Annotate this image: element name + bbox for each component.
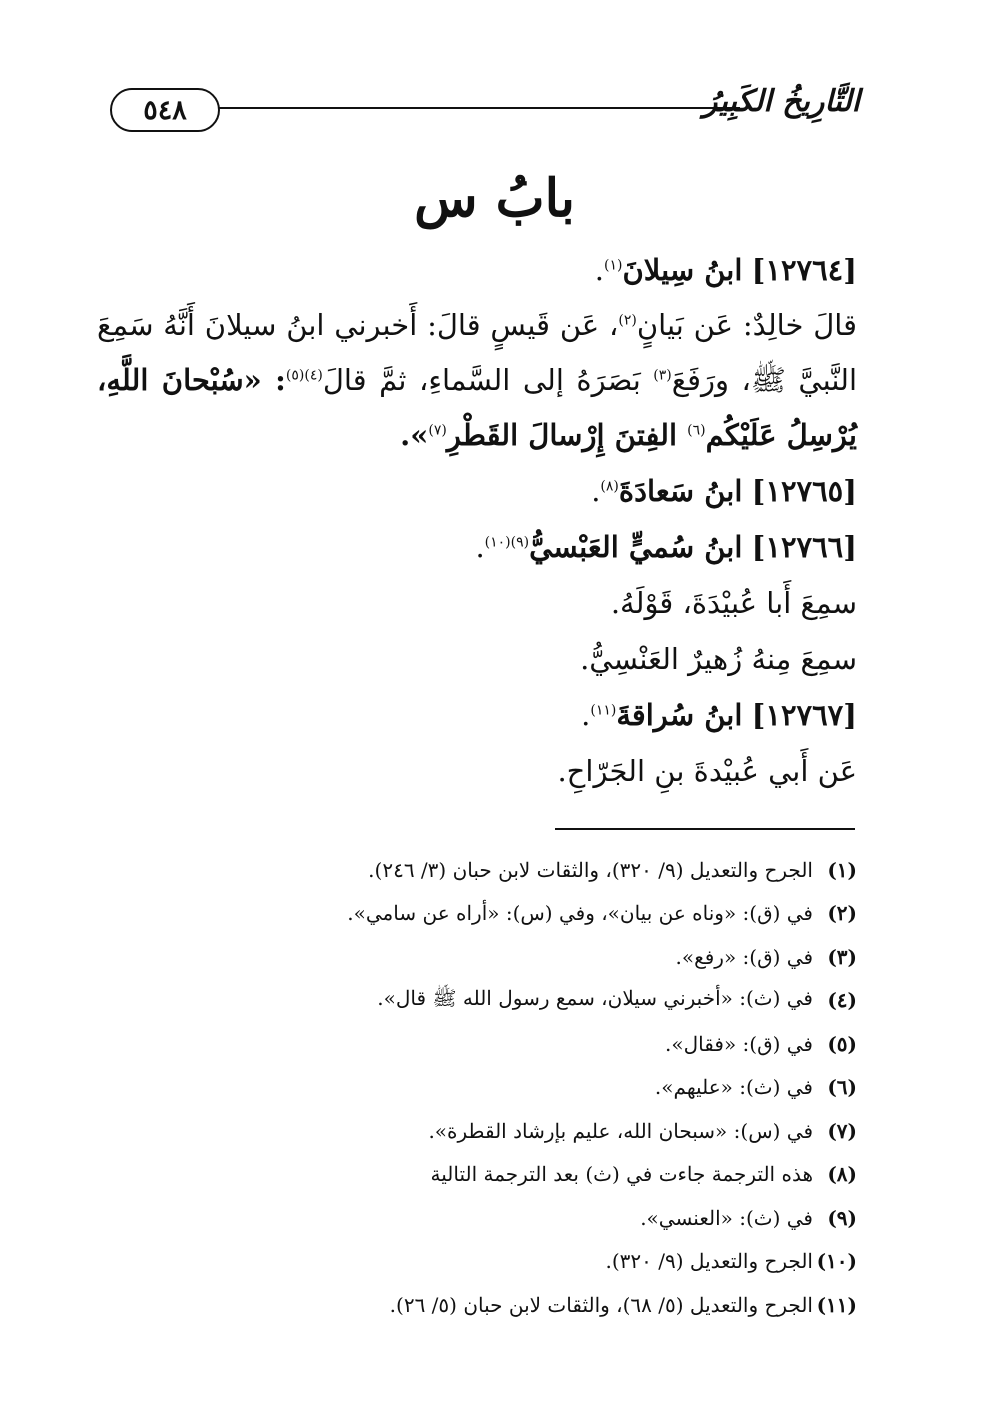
- footnote-number: (٢): [827, 901, 857, 926]
- footnote: [97, 1283, 857, 1327]
- page-header: [100, 78, 860, 148]
- paragraph-text: بَصَرَهُ إلى السَّماءِ، ثمَّ قالَ: [322, 363, 654, 397]
- footnote-ref: (٩)(١٠): [484, 534, 530, 551]
- paragraph-text: ، عَن قَيسٍ قالَ: أَخبرني ابنُ سيلانَ أَنَّهُ سَمِعَ النَّبيَّ ﷺ، ورَفَعَ: [97, 308, 858, 397]
- footnote-text: في (ث): «العنسي».: [640, 1205, 813, 1230]
- footnote: [97, 892, 857, 936]
- footnote: [97, 1153, 857, 1197]
- hadith-paragraph: [97, 298, 857, 463]
- footnote-separator: [555, 828, 855, 830]
- book-title: التَّارِيخُ الكَبِيرُ: [702, 84, 860, 119]
- footnote-number: (٩): [827, 1205, 857, 1230]
- entry-number: [١٢٧٦٧]: [751, 698, 857, 732]
- entry-name: ابنُ سُميٍّ العَبْسيُّ: [529, 530, 743, 564]
- footnote-number: (٥): [827, 1031, 857, 1056]
- footnote-ref: (٧): [428, 422, 447, 439]
- footnote-text: في (س): «سبحان الله، عليم بإرشاد القطرة».: [428, 1118, 813, 1143]
- footnote-number: (٤): [827, 988, 857, 1013]
- entry-name: ابنُ سِيلانَ: [622, 253, 743, 287]
- hadith-quote: الفِتنَ إِرْسالَ القَطْرِ: [446, 418, 688, 452]
- header-rule: [216, 107, 740, 109]
- footnote-text: في (ق): «وناه عن بيان»، وفي (س): «أراه عن سامي».: [347, 901, 813, 926]
- footnote-text: في (ق): «رفع».: [675, 944, 813, 969]
- footnote: [97, 1022, 857, 1066]
- text-line: عَن أَبي عُبيْدةَ بنِ الجَرّاحِ.: [557, 754, 857, 788]
- footnote-ref: (١١): [590, 702, 617, 719]
- footnote-ref: (٣): [653, 367, 672, 384]
- text-line: سمِعَ أَبا عُبيْدَةَ، قَوْلَهُ.: [610, 586, 857, 620]
- entry-12767: [١٢٧٦٧] ابنُ سُراقةَ$^{(١١)}$.: [581, 698, 857, 732]
- footnote: [97, 848, 857, 892]
- entry-name: ابنُ سُراقةَ: [616, 698, 743, 732]
- footnote-ref: (٨): [600, 478, 619, 495]
- footnote-text: في (ث): «أخبرني سيلان، سمع رسول الله ﷺ قال».: [377, 985, 813, 1010]
- footnote: [97, 1109, 857, 1153]
- hadith-quote-end: ».: [400, 418, 429, 452]
- footnote-text: الجرح والتعديل (٩/ ٣٢٠)، والثقات لابن حبان (٣/ ٢٤٦).: [368, 857, 813, 882]
- footnote-number: (١١): [816, 1292, 857, 1317]
- entry-number: [١٢٧٦٥]: [751, 474, 857, 508]
- footnote-text: الجرح والتعديل (٩/ ٣٢٠).: [605, 1249, 813, 1274]
- footnotes: [97, 848, 857, 1327]
- footnote: [97, 1066, 857, 1110]
- entry-12765: [١٢٧٦٥] ابنُ سَعادَةَ$^{(٨)}$.: [591, 474, 857, 508]
- hadith-quote: : «سُبْحانَ اللَّهِ، يُرْسِلُ عَلَيْكُم: [97, 363, 857, 452]
- footnote: [97, 935, 857, 979]
- text-line: سمِعَ مِنهُ زُهيرٌ العَنْسِيُّ.: [580, 642, 857, 676]
- footnote-ref: (٢): [618, 312, 637, 329]
- chapter-title: بابُ س: [414, 168, 575, 229]
- main-text: [97, 242, 857, 799]
- entry-12764: [١٢٧٦٤] ابنُ سِيلانَ$^{(١)}$.: [594, 253, 857, 287]
- footnote-number: (١): [827, 857, 857, 882]
- page-number: ٥٤٨: [110, 88, 220, 132]
- footnote-number: (٦): [827, 1075, 857, 1100]
- entry-number: [١٢٧٦٦]: [751, 530, 857, 564]
- footnote-text: في (ق): «فقال».: [665, 1031, 813, 1056]
- footnote: [97, 1240, 857, 1284]
- footnote-number: (٨): [827, 1162, 857, 1187]
- footnote-ref: (٤)(٥): [285, 367, 323, 384]
- footnote-number: (٣): [827, 944, 857, 969]
- entry-12766: [١٢٧٦٦] ابنُ سُميٍّ العَبْسيُّ$^{(٩)(١٠)}$.: [475, 530, 857, 564]
- footnote: [97, 979, 857, 1023]
- footnote-text: في (ث): «عليهم».: [654, 1075, 813, 1100]
- entry-name: ابنُ سَعادَةَ: [618, 474, 743, 508]
- footnote-text: الجرح والتعديل (٥/ ٦٨)، والثقات لابن حبان (٥/ ٢٦).: [389, 1292, 813, 1317]
- footnote-number: (٧): [827, 1118, 857, 1143]
- paragraph-text: قالَ خالِدٌ: عَن بَيانٍ: [636, 308, 857, 342]
- footnote-text: هذه الترجمة جاءت في (ث) بعد الترجمة التالية: [430, 1162, 813, 1187]
- entry-number: [١٢٧٦٤]: [751, 253, 857, 287]
- footnote-ref: (١): [604, 257, 623, 274]
- footnote: [97, 1196, 857, 1240]
- footnote-ref: (٦): [687, 422, 706, 439]
- footnote-number: (١٠): [816, 1249, 857, 1274]
